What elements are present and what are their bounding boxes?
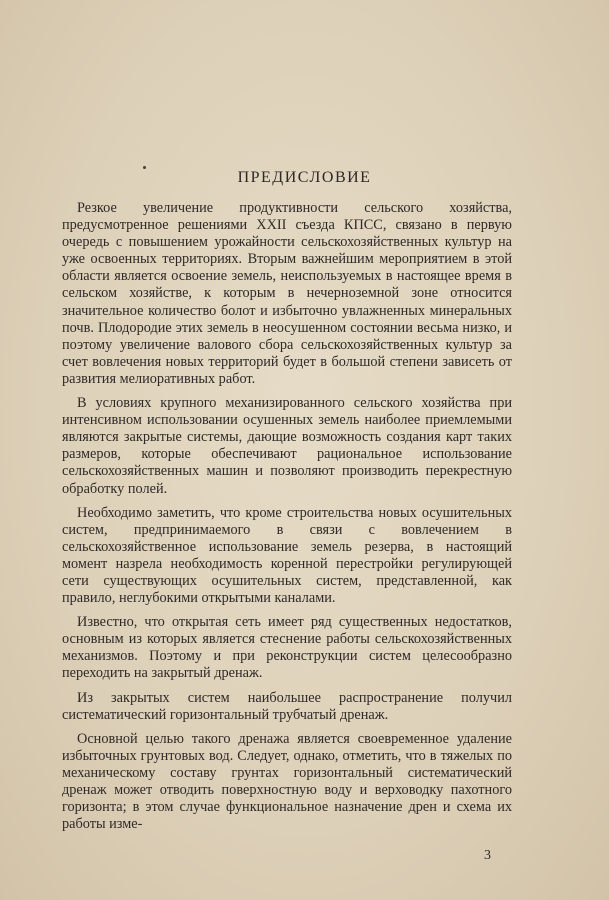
paragraph-1: Резкое увеличение продуктивности сельского хозяйства, предусмотренное решениями XXII съезда КПСС, связано в первую очередь с повышением урожайности сельскохозяйственных культур на уже освоенных территориях. Вторым важнейшим мероприятием в этой области является освоение земель, неиспользуемых в настоящее время в сельском хозяйстве, к которым в нечерноземной зоне относится значительное количество болот и избыточно увлажненных минеральных почв. Плодородие этих земель в неосушенном состоянии весьма низко, и поэтому увеличение валового сбора сельскохозяйственных культур за счет вовлечения новых территорий будет в большой степени зависеть от развития мелиоративных работ.: [62, 200, 512, 387]
document-body: [62, 200, 512, 840]
page-title: ПРЕДИСЛОВИЕ: [237, 169, 372, 186]
paragraph-5: Из закрытых систем наибольшее распространение получил систематический горизонтальный трубчатый дренаж.: [62, 689, 512, 723]
paragraph-4: Известно, что открытая сеть имеет ряд существенных недостатков, основным из которых является стеснение работы сельскохозяйственных механизмов. Поэтому и при реконструкции систем целесообразно переходить на закрытый дренаж.: [62, 614, 512, 682]
page-number: 3: [484, 848, 491, 863]
paragraph-3: Необходимо заметить, что кроме строительства новых осушительных систем, предпринимаемого в связи с вовлечением в сельскохозяйственное использование земель резерва, в настоящий момент назрела необходимость коренной перестройки регулирующей сети существующих осушительных систем, представленной, как правило, неглубокими открытыми каналами.: [62, 504, 512, 607]
paragraph-2: В условиях крупного механизированного сельского хозяйства при интенсивном использовании осушенных земель наиболее приемлемыми являются закрытые системы, дающие возможность создания карт таких размеров, которые обеспечивают рациональное использование сельскохозяйственных машин и позволяют производить перекрестную обработку полей.: [62, 395, 512, 497]
paragraph-6: Основной целью такого дренажа является своевременное удаление избыточных грунтовых вод. Следует, однако, отметить, что в тяжелых по механическому составу грунтах горизонтальный систематический дренаж может отводить поверхностную воду и верховодку пахотного горизонта; в этом случае функциональное назначение дрен и схема их работы изме-: [62, 730, 512, 833]
